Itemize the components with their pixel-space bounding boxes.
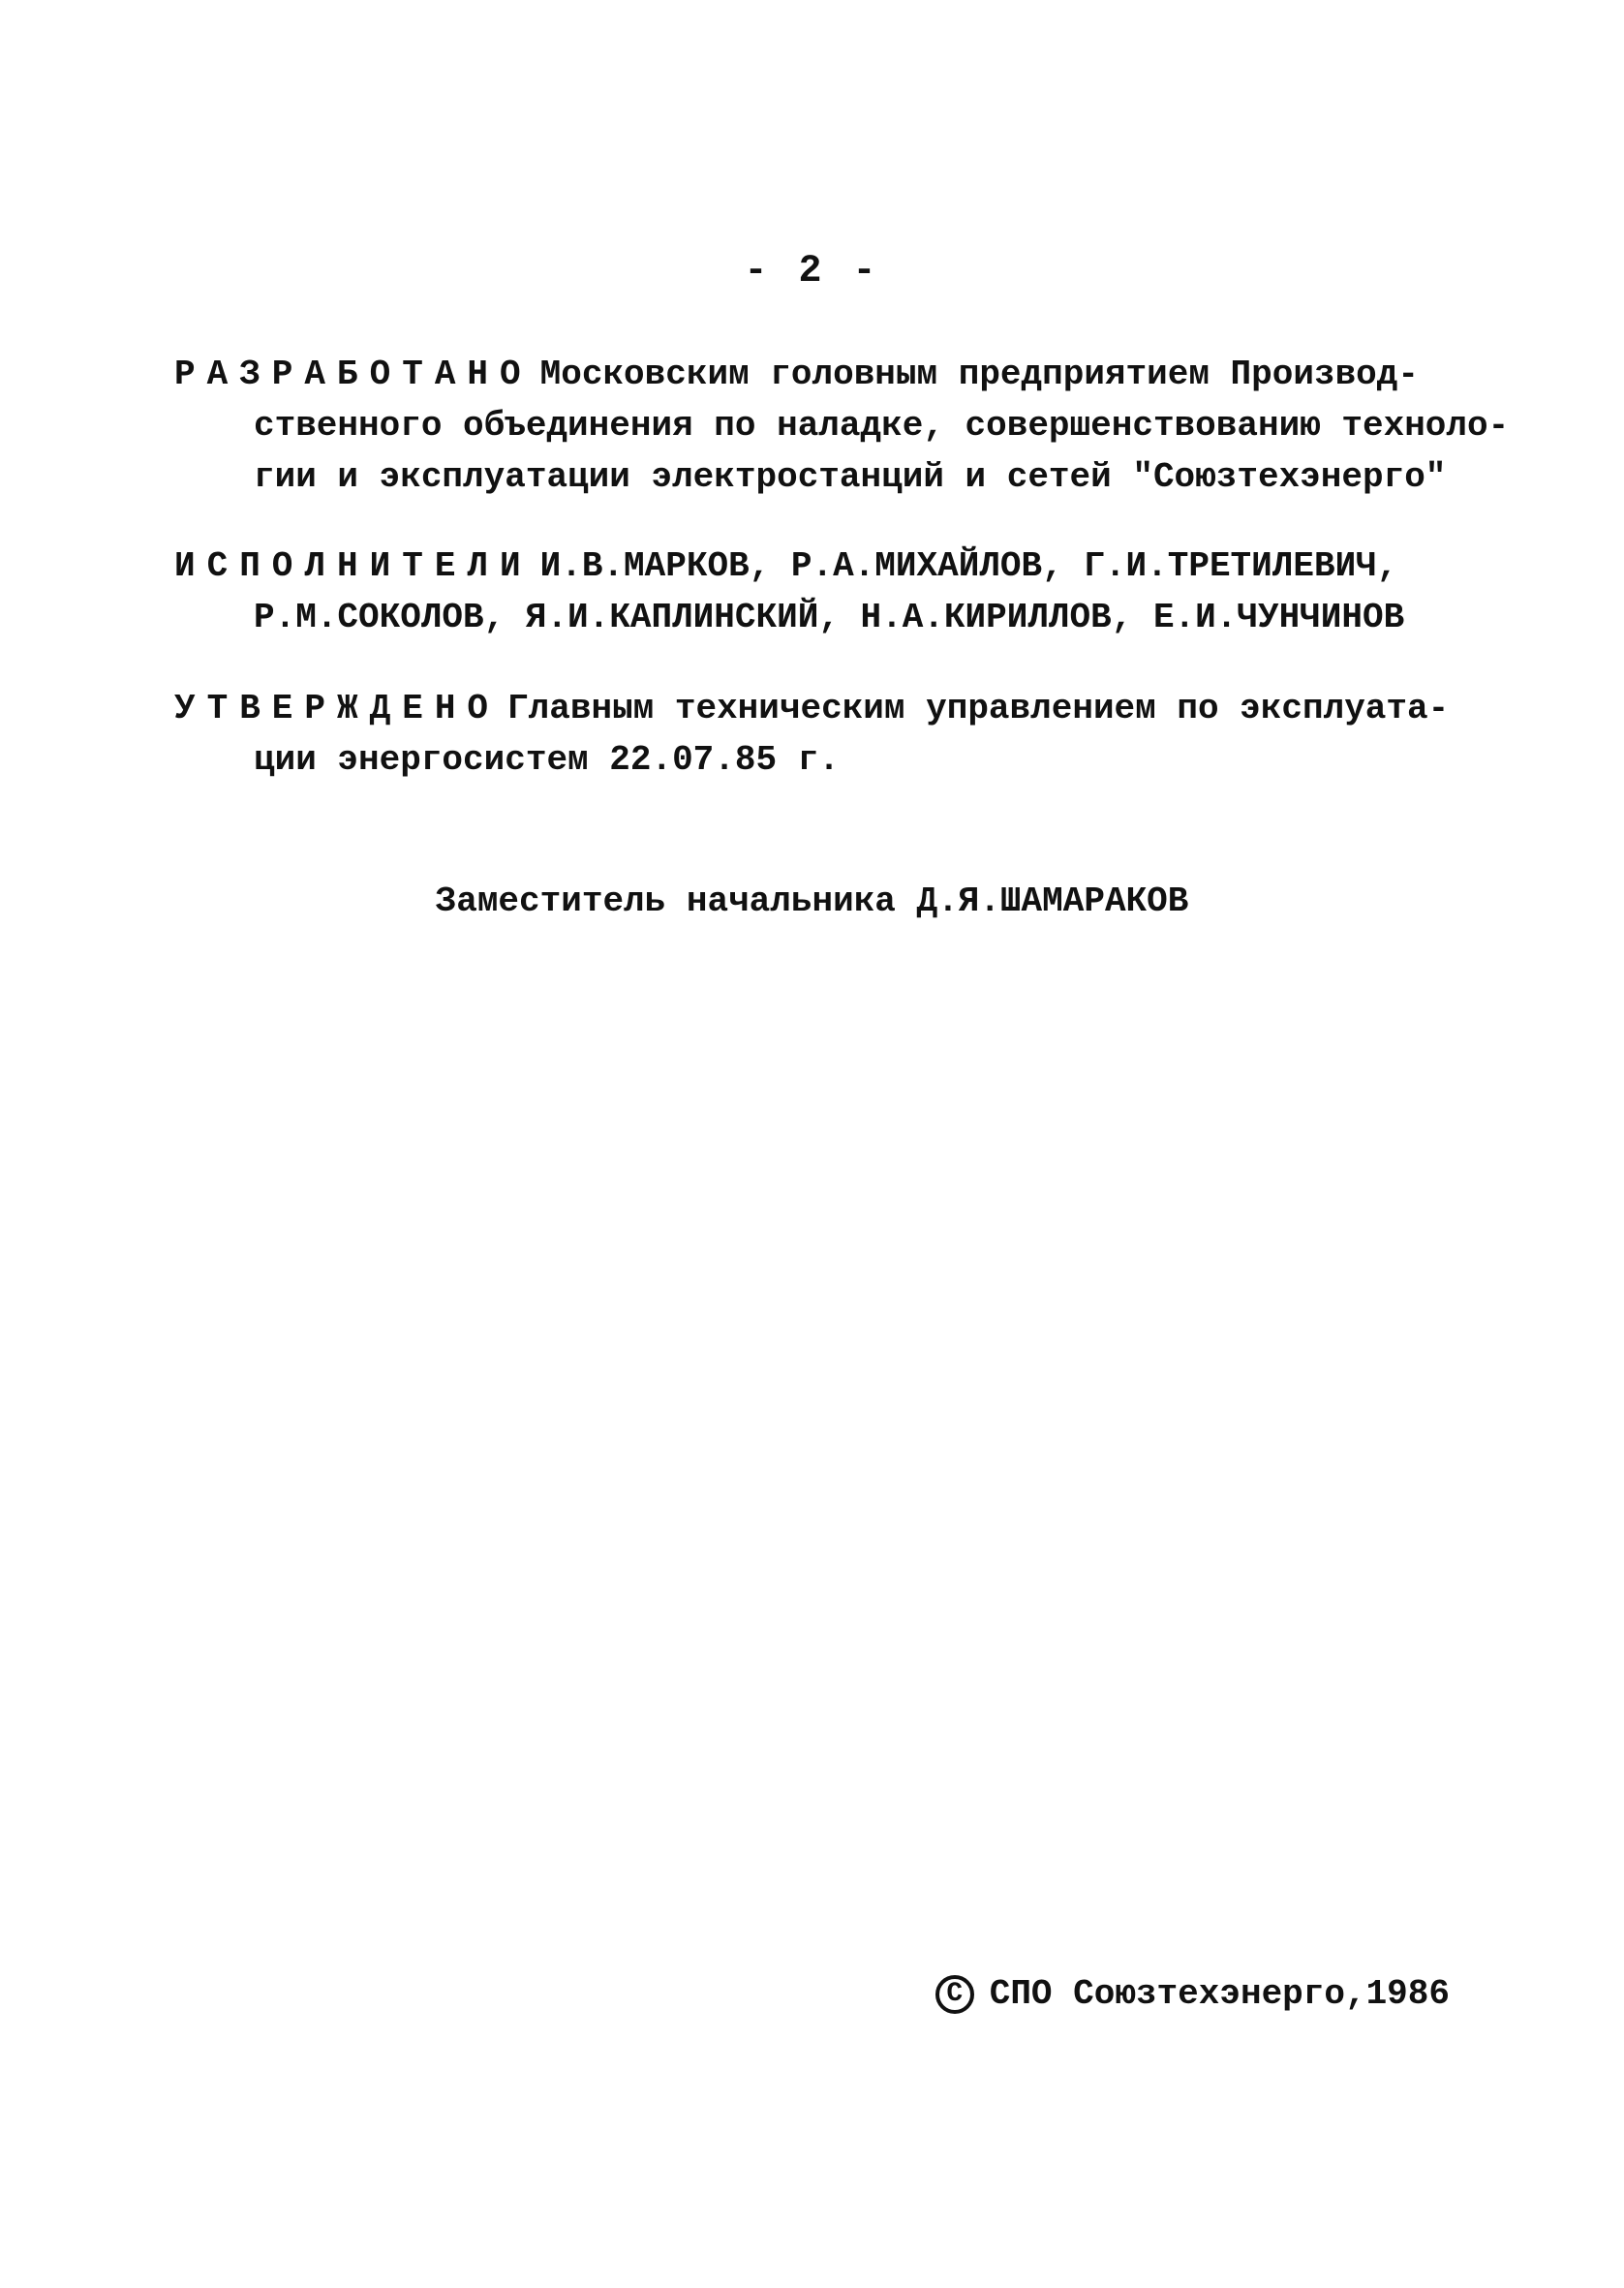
developed-line-2: ственного объединения по наладке, совершенствованию техноло- — [254, 406, 1510, 446]
developed-line-1: Московским головным предприятием Производ- — [539, 355, 1419, 394]
approved-line-1: Главным техническим управлением по эксплуата- — [507, 689, 1450, 728]
developed-line-3: гии и эксплуатации электростанций и сетей "Союзтехэнерго" — [254, 457, 1447, 497]
page-number: - 2 - — [744, 250, 880, 294]
developed-first-line — [174, 349, 1472, 400]
performers-section — [174, 541, 1472, 643]
signature-line: Заместитель начальника Д.Я.ШАМАРАКОВ — [435, 881, 1189, 921]
developed-section — [174, 349, 1510, 503]
performers-heading: ИСПОЛНИТЕЛИ — [174, 546, 533, 586]
approved-section — [174, 683, 1472, 786]
approved-heading: УТВЕРЖДЕНО — [174, 689, 501, 728]
approved-first-line — [174, 683, 1472, 734]
performers-line-2: Р.М.СОКОЛОВ, Я.И.КАПЛИНСКИЙ, Н.А.КИРИЛЛОВ, Е.И.ЧУНЧИНОВ — [254, 598, 1405, 637]
copyright-notice — [935, 1974, 1450, 2014]
developed-heading: РАЗРАБОТАНО — [174, 355, 533, 394]
performers-first-line — [174, 541, 1472, 592]
copyright-text: СПО Союзтехэнерго,1986 — [989, 1974, 1450, 2014]
copyright-icon: C — [935, 1975, 974, 2014]
performers-line-1: И.В.МАРКОВ, Р.А.МИХАЙЛОВ, Г.И.ТРЕТИЛЕВИЧ, — [539, 546, 1398, 586]
approved-line-2: ции энергосистем 22.07.85 г. — [254, 740, 840, 780]
